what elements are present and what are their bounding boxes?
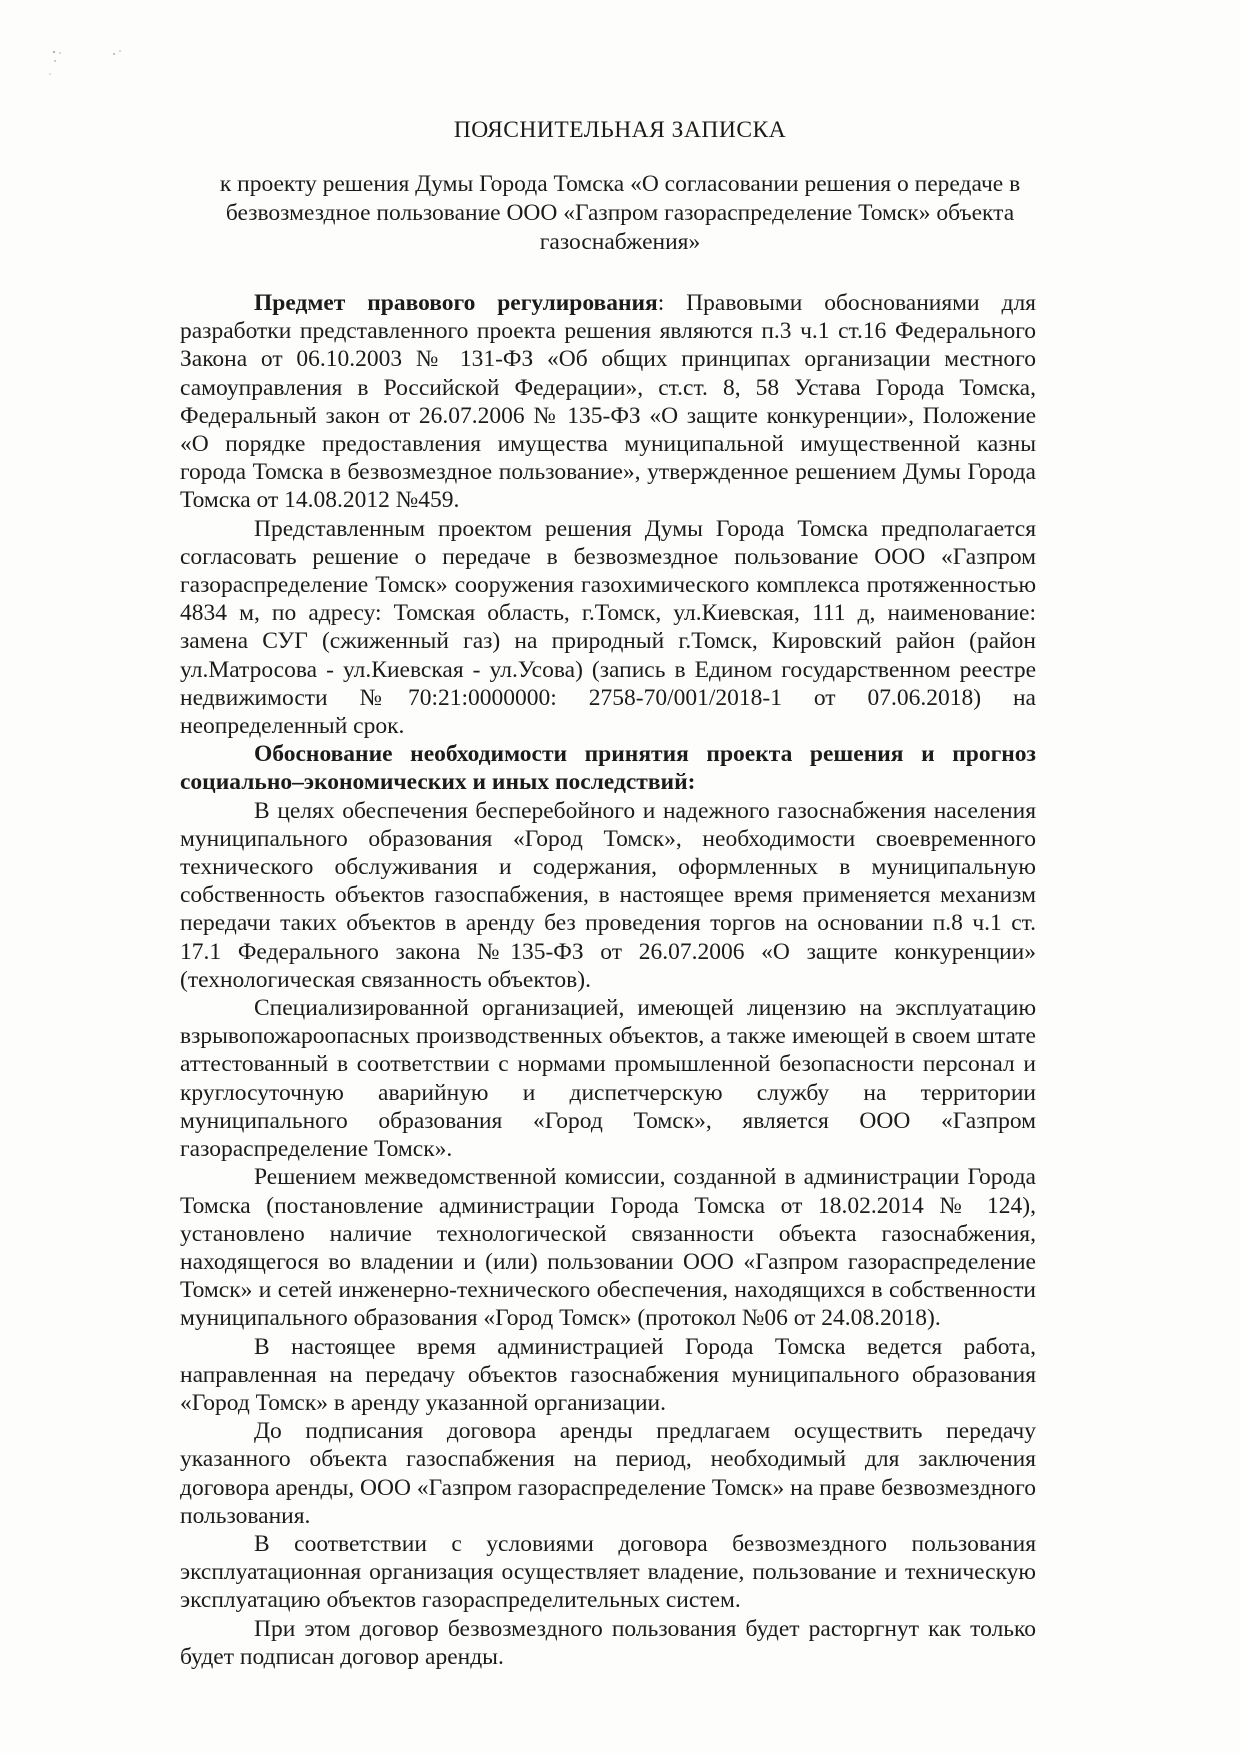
section2-paragraph-2: Специализированной организацией, имеющей лицензию на эксплуатацию взрывопожароопасных производственных объектов, а также имеющей в своем штате аттестованный в соответствии с нормами промышленной безопасности персонал и круглосуточную аварийную и диспетчерскую службу на территории муниципального образования «Город Томск», является ООО «Газпром газораспределение Томск». bbox=[180, 995, 1036, 1163]
section1-text: : Правовыми обоснованиями для разработки представленного проекта решения являются п.3 ч.1 ст.16 Федерального Закона от 06.10.2003 № 131-ФЗ «Об общих принципах организации местного самоуправления в Российской Федерации», ст.ст. 8, 58 Устава Города Томска, Федеральный закон от 26.07.2006 № 135-ФЗ «О защите конкуренции», Положение «О порядке предоставления имущества муниципальной имущественной казны города Томска в безвозмездное пользование», утвержденное решением Думы Города Томска от 14.08.2012 №459. bbox=[180, 290, 1036, 514]
section1-heading: Предмет правового регулирования bbox=[254, 290, 658, 316]
section1-paragraph-1 bbox=[180, 289, 1036, 515]
section2-paragraph-6: В соответствии с условиями договора безвозмездного пользования эксплуатационная организация осуществляет владение, пользование и техническую эксплуатацию объектов газораспределительных систем. bbox=[180, 1530, 1036, 1614]
section2-paragraph-4: В настоящее время администрацией Города Томска ведется работа, направленная на передачу объектов газоснабжения муниципального образования «Город Томск» в аренду указанной организации. bbox=[180, 1333, 1036, 1416]
scan-artifact-marks bbox=[40, 44, 160, 94]
section1-paragraph-2: Представленным проектом решения Думы Города Томска предполагается согласовать решение о передаче в безвозмездное пользование ООО «Газпром газораспределение Томск» сооружения газохимического комплекса протяженностью 4834 м, по адресу: Томская область, г.Томск, ул.Киевская, 111 д, наименование: замена СУГ (сжиженный газ) на природный г.Томск, Кировский район (район ул.Матросова - ул.Киевская - ул.Усова) (запись в Едином государственном реестре недвижимости №70:21:0000000: 2758-70/001/2018-1 от 07.06.2018) на неопределенный срок. bbox=[180, 515, 1036, 740]
section2-paragraph-3: Решением межведомственной комиссии, созданной в администрации Города Томска (постановление администрации Города Томска от 18.02.2014 № 124), установлено наличие технологической связанности объекта газоснабжения, находящегося во владении и (или) пользовании ООО «Газпром газораспределение Томск» и сетей инженерно-технического обеспечения, находящихся в собственности муниципального образования «Город Томск» (протокол №06 от 24.08.2018). bbox=[180, 1164, 1036, 1332]
section2-paragraph-1: В целях обеспечения бесперебойного и надежного газоснабжения населения муниципального образования «Город Томск», необходимости своевременного технического обслуживания и содержания, оформленных в муниципальную собственность объектов газоспабжения, в настоящее время применяется механизм передачи таких объектов в аренду без проведения торгов на основании п.8 ч.1 ст. 17.1 Федерального закона №135-ФЗ от 26.07.2006 «О защите конкуренции» (технологическая связанность объектов). bbox=[180, 797, 1036, 993]
section2-paragraph-7: При этом договор безвозмездного пользования будет расторгнут как только будет подписан договор аренды. bbox=[180, 1615, 1036, 1670]
section2-heading: Обоснование необходимости принятия проекта решения и прогноз социально–экономических и иных последствий: bbox=[180, 741, 1036, 796]
document-title: ПОЯСНИТЕЛЬНАЯ ЗАПИСКА bbox=[453, 117, 787, 143]
document-body bbox=[180, 289, 1036, 1671]
document-subtitle: к проекту решения Думы Города Томска «О согласовании решения о передаче в безвозмездное пользование ООО «Газпром газораспределение Томск» объекта газоснабжения» bbox=[219, 171, 1021, 255]
section2-paragraph-5: До подписания договора аренды предлагаем осуществить передачу указанного объекта газоспабжения на период, необходимый для заключения договора аренды, ООО «Газпром газораспределение Томск» на праве безвозмездного пользования. bbox=[180, 1418, 1036, 1529]
